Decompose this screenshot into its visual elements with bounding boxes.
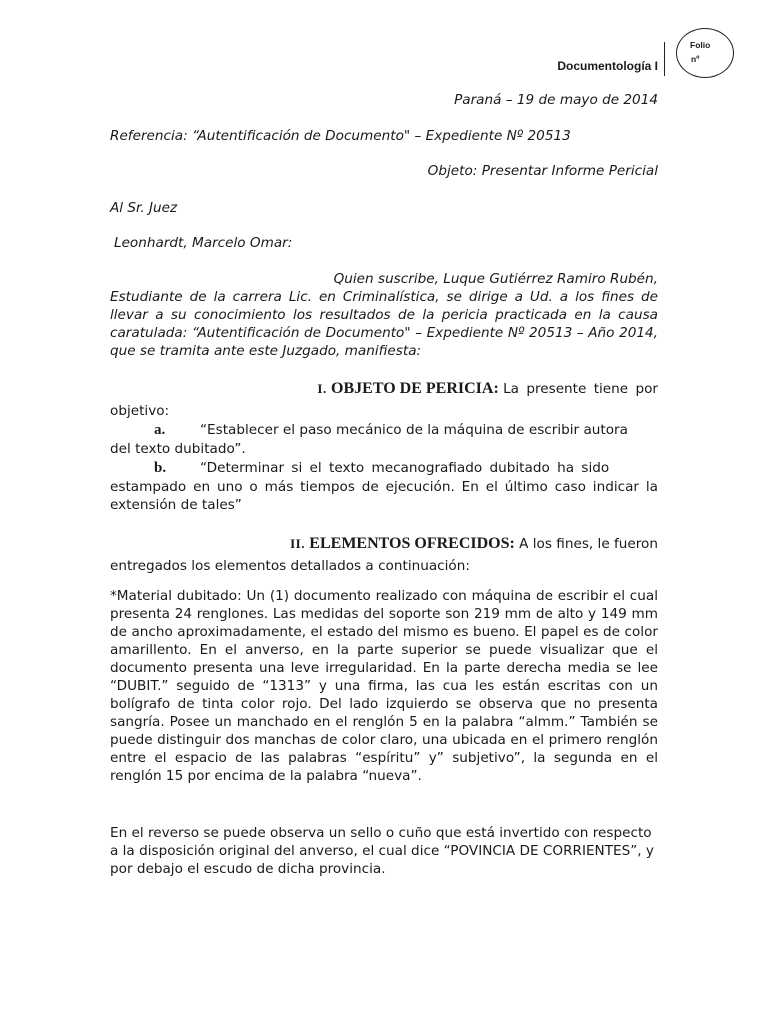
item-a-cont: del texto dubitado”. bbox=[110, 441, 246, 457]
item-b-text: “Determinar si el texto mecanografiado dubitado ha sido bbox=[200, 460, 610, 476]
date-line: Paraná – 19 de mayo de 2014 bbox=[454, 92, 658, 108]
folio-label: Folio bbox=[690, 40, 711, 50]
judge-name: Leonhardt, Marcelo Omar: bbox=[114, 235, 293, 251]
reference-line: Referencia: “Autentificación de Documento" – Expediente Nº 20513 bbox=[110, 128, 571, 144]
item-a bbox=[110, 421, 658, 439]
folio-number-label: nº bbox=[691, 54, 700, 64]
item-a-text: “Establecer el paso mecánico de la máquina de escribir autora bbox=[200, 422, 628, 438]
section-2-heading: ELEMENTOS OFRECIDOS: bbox=[309, 535, 515, 552]
section-1-lead: La presente tiene por bbox=[503, 381, 658, 397]
material-dubitado-paragraph: *Material dubitado: Un (1) documento realizado con máquina de escribir el cual presenta 24 renglones. Las medidas del soporte son 219 mm de alto y 149 mm de ancho aproximadamente, el estado del mismo es bueno. El papel es de color amarillento. En el anverso, en la parte superior se puede visualizar que el documento presenta una leve irregularidad. En la parte derecha media se lee “DUBIT.” seguido de “1313” y una firma, las cua les están escritas con un bolígrafo de tinta color rojo. Del lado izquierdo se observa que no presenta sangría. Posee un manchado en el renglón 5 en la palabra “almm.” También se puede distinguir dos manchas de color claro, una ubicada en el primero renglón entre el espacio de las palabras “espíritu” y” subjetivo”, la segunda en el renglón 15 por encima de la palabra “nueva”. bbox=[110, 588, 658, 784]
subject-line: Objeto: Presentar Informe Pericial bbox=[427, 163, 658, 179]
section-1-heading: OBJETO DE PERICIA: bbox=[331, 380, 499, 397]
reverse-paragraph: En el reverso se puede observa un sello o cuño que está invertido con respecto a la disposición original del anverso, el cual dice “POVINCIA DE CORRIENTES”, y por debajo el escudo de dicha provincia. bbox=[110, 825, 654, 877]
section-2-lead: A los fines, le fueron bbox=[519, 536, 658, 552]
header-title: Documentología I bbox=[557, 59, 658, 73]
item-a-letter: a. bbox=[154, 422, 166, 438]
section-2-heading-line bbox=[110, 535, 658, 553]
folio-stamp-oval bbox=[676, 28, 734, 78]
intro-paragraph: Estudiante de la carrera Lic. en Criminalística, se dirige a Ud. a los fines de llevar a su conocimiento los resultados de la pericia practicada en la causa caratulada: “Autentificación de Documento" – Expediente Nº 20513 – Año 2014, que se tramita ante este Juzgado, manifiesta: bbox=[110, 289, 658, 359]
header-divider bbox=[664, 42, 665, 76]
section-1-heading-line bbox=[110, 380, 658, 398]
section-2-number: II. bbox=[290, 536, 305, 551]
section-1-number: I. bbox=[317, 381, 327, 396]
item-b bbox=[110, 459, 658, 477]
section-1-lead-cont: objetivo: bbox=[110, 403, 170, 419]
item-b-cont: estampado en uno o más tiempos de ejecución. En el último caso indicar la extensión de tales” bbox=[110, 479, 658, 513]
section-2-lead-cont: entregados los elementos detallados a continuación: bbox=[110, 558, 470, 574]
intro-first-line: Quien suscribe, Luque Gutiérrez Ramiro Rubén, bbox=[333, 271, 658, 287]
addressee-line: Al Sr. Juez bbox=[110, 200, 178, 216]
item-b-letter: b. bbox=[154, 460, 167, 476]
